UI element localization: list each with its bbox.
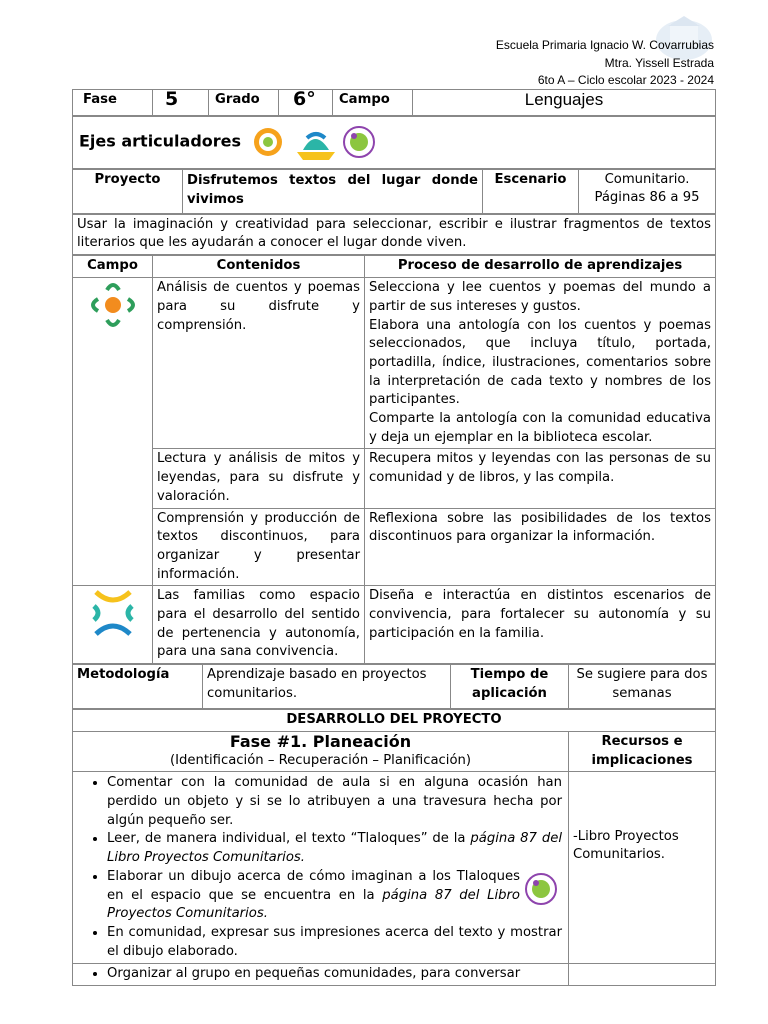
- lenguajes-icon: [88, 280, 138, 330]
- project-purpose: Usar la imaginación y creatividad para seleccionar, escribir e ilustrar fragmentos de textos literarios que les ayudarán a conocer el lugar donde viven.: [73, 214, 716, 254]
- col-contenidos: Contenidos: [153, 256, 365, 278]
- info-table: [72, 89, 716, 116]
- ejes-icons: [253, 122, 383, 167]
- ejes-articuladores-icons: [253, 122, 383, 160]
- metodologia-table: [72, 664, 716, 709]
- contenido-2: Lectura y análisis de mitos y leyendas, para su disfrute y valoración.: [153, 449, 365, 508]
- activity-5: • Organizar al grupo en pequeñas comunidades, para conversar: [107, 965, 562, 984]
- ejes-table: [72, 116, 716, 169]
- tiempo-label: Tiempo de aplicación: [451, 665, 569, 709]
- ejes-label: Ejes articuladores: [79, 131, 242, 151]
- escenario-label: Escenario: [483, 169, 579, 213]
- planning-document: [72, 89, 716, 986]
- tiempo-value: Se sugiere para dos semanas: [569, 665, 716, 709]
- activity-1: • Comentar con la comunidad de aula si en alguna ocasión han perdido un objeto y si se lo atribuyen a una travesura hecha por algún pequeño ser.: [107, 774, 562, 830]
- activities-list: [75, 774, 562, 961]
- activity-3: [107, 868, 562, 924]
- escenario-value: Comunitario.: [604, 171, 690, 187]
- artes-icon: [524, 870, 558, 908]
- recursos-empty: [569, 964, 716, 986]
- metodologia-label: Metodología: [73, 665, 203, 709]
- activity-2-text: Leer, de manera individual, el texto “Tlaloques” de la: [107, 831, 471, 847]
- proceso-1c: Comparte la antología con la comunidad educativa y deja un ejemplar en la biblioteca escolar.: [369, 411, 711, 445]
- activity-3-text: Elaborar un dibujo acerca de cómo imaginan a los Tlaloques en el espacio que se encuentra en la: [107, 868, 520, 903]
- fase-value: 5: [153, 90, 209, 116]
- proceso-2: Recupera mitos y leyendas con las personas de su comunidad y de libros, y las compila.: [365, 449, 716, 508]
- activity-3-book: del Libro Proyectos Comunitarios.: [107, 887, 520, 922]
- school-name: Escuela Primaria Ignacio W. Covarrubias: [495, 38, 714, 52]
- activities-list-2: [75, 965, 562, 984]
- fase-title: Fase #1. Planeación: [229, 731, 412, 751]
- proyecto-table: [72, 169, 716, 214]
- activity-2-book: del Libro Proyectos Comunitarios.: [107, 831, 562, 866]
- grado-value: 6°: [279, 90, 333, 116]
- contenido-3: Comprensión y producción de textos discontinuos, para organizar y presentar información.: [153, 508, 365, 586]
- campo-value: Lenguajes: [413, 90, 716, 116]
- recursos-value: -Libro Proyectos Comunitarios.: [569, 772, 716, 964]
- fase-label: Fase: [73, 90, 153, 116]
- proceso-3: Reflexiona sobre las posibilidades de los textos discontinuos para organizar la información.: [365, 508, 716, 586]
- desarrollo-title: DESARROLLO DEL PROYECTO: [73, 710, 716, 732]
- de-lo-humano-icon: [88, 588, 138, 638]
- contents-table: [72, 255, 716, 664]
- activity-2-page: página 87: [470, 831, 537, 847]
- school-header: [496, 37, 714, 90]
- col-proceso: Proceso de desarrollo de aprendizajes: [365, 256, 716, 278]
- campo-label: Campo: [333, 90, 413, 116]
- grado-label: Grado: [209, 90, 279, 116]
- activity-4: • En comunidad, expresar sus impresiones acerca del texto y mostrar el dibujo elaborado.: [107, 924, 562, 961]
- col-campo: Campo: [73, 256, 153, 278]
- activity-2: [107, 830, 562, 867]
- proceso-1b: Elabora una antología con los cuentos y poemas seleccionados, que incluya título, portada, portadilla, índice, ilustraciones, comentarios sobre la interpretación de cada texto y nombres de los participantes.: [369, 317, 711, 408]
- escenario-pages: Páginas 86 a 95: [594, 190, 700, 206]
- desarrollo-table: [72, 709, 716, 986]
- metodologia-value: Aprendizaje basado en proyectos comunitarios.: [203, 665, 451, 709]
- contenido-1: Análisis de cuentos y poemas para su disfrute y comprensión.: [153, 278, 365, 449]
- proyecto-label: Proyecto: [73, 169, 183, 213]
- teacher-name: Mtra. Yissell Estrada: [604, 55, 714, 70]
- recursos-label: Recursos e implicaciones: [569, 731, 716, 771]
- proceso-1a: Selecciona y lee cuentos y poemas del mundo a partir de sus intereses y gustos.: [369, 280, 711, 314]
- purpose-table: [72, 214, 716, 255]
- proyecto-value: Disfrutemos textos del lugar donde vivimos: [183, 169, 483, 213]
- contenido-4: Las familias como espacio para el desarrollo del sentido de pertenencia y autonomía, para una sana convivencia.: [153, 586, 365, 664]
- group-cycle: 6to A – Ciclo escolar 2023 - 2024: [537, 73, 714, 87]
- fase-subtitle: (Identificación – Recuperación – Planificación): [169, 752, 472, 768]
- activity-3-page: página 87: [382, 887, 452, 903]
- proceso-4: Diseña e interactúa en distintos escenarios de convivencia, para fortalecer su autonomía y su participación en la familia.: [365, 586, 716, 664]
